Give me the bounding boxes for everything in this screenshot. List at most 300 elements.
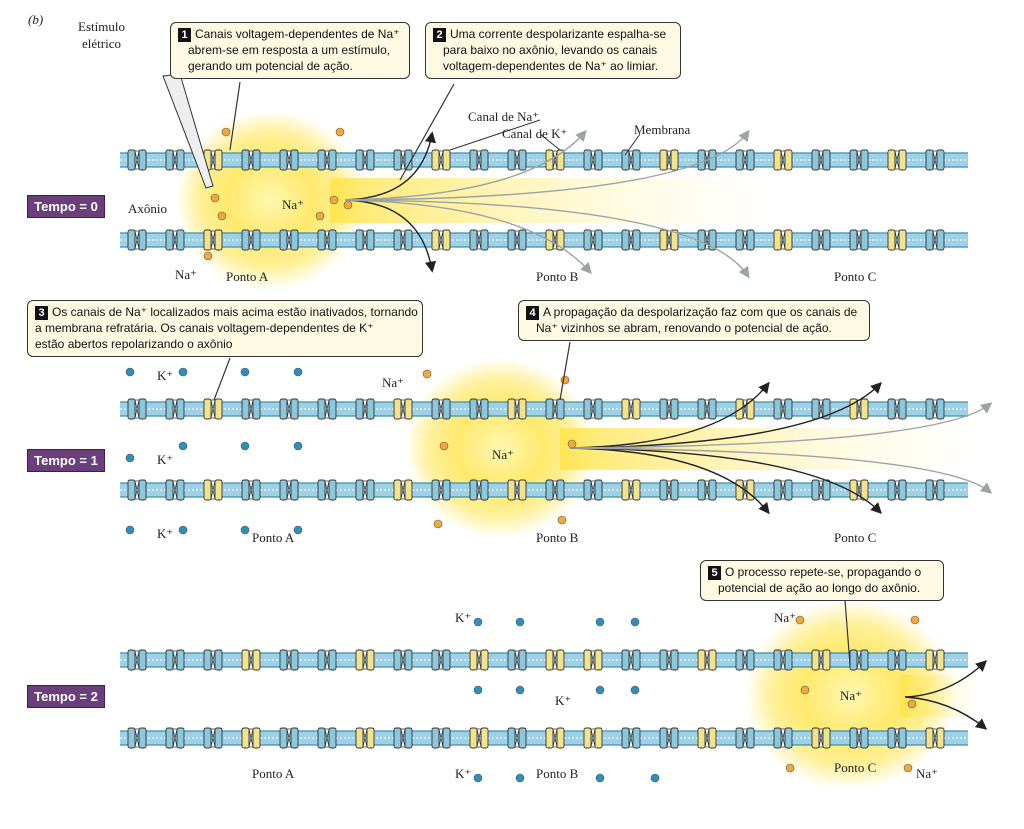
na-channel (812, 728, 830, 748)
channel-subunit (926, 650, 933, 670)
channel-subunit (861, 399, 868, 419)
channel-subunit (747, 230, 754, 250)
callout-text: O processo repete-se, propagando o (725, 565, 922, 579)
channel-subunit (622, 150, 629, 170)
callout-2 (425, 22, 681, 79)
k-channel (546, 480, 564, 500)
na-channel (242, 650, 260, 670)
channel-subunit (557, 399, 564, 419)
channel-subunit (774, 150, 781, 170)
callout-text: Uma corrente despolarizante espalha-se (450, 27, 667, 41)
channel-subunit (519, 728, 526, 748)
callout-line (708, 564, 936, 580)
channel-subunit (774, 399, 781, 419)
channel-subunit (318, 399, 325, 419)
k-channel (736, 650, 754, 670)
callout-line (433, 26, 673, 42)
stimulus-label-line: Estímulo (78, 19, 125, 34)
point-b-label: Ponto B (536, 530, 579, 545)
channel-subunit (823, 650, 830, 670)
channel-subunit (709, 650, 716, 670)
channel-subunit (557, 480, 564, 500)
channel-subunit (470, 650, 477, 670)
k-channel (736, 230, 754, 250)
k-channel (508, 728, 526, 748)
channel-subunit (139, 399, 146, 419)
channel-subunit (660, 150, 667, 170)
na-channel (242, 728, 260, 748)
channel-subunit (937, 150, 944, 170)
channel-subunit (139, 728, 146, 748)
callout-line: a membrana refratária. Os canais voltagem-dependentes de K⁺ (35, 321, 374, 335)
na-ion-label: Na⁺ (840, 688, 863, 703)
k-channel (166, 650, 184, 670)
k-channel (926, 480, 944, 500)
callout-1 (170, 22, 410, 79)
na-channel (888, 150, 906, 170)
channel-subunit (204, 728, 211, 748)
channel-subunit (937, 728, 944, 748)
channel-subunit (291, 150, 298, 170)
callout-5 (700, 560, 944, 601)
channel-subunit (405, 399, 412, 419)
channel-subunit (242, 230, 249, 250)
channel-subunit (899, 480, 906, 500)
na-channel (204, 480, 222, 500)
k-ion (179, 526, 187, 534)
channel-subunit (888, 230, 895, 250)
channel-subunit (595, 150, 602, 170)
channel-subunit (215, 230, 222, 250)
callout-line: gerando um potencial de ação. (188, 59, 353, 73)
na-channel (812, 650, 830, 670)
channel-subunit (481, 728, 488, 748)
channel-subunit (405, 650, 412, 670)
k-channel (470, 230, 488, 250)
na-channel (394, 480, 412, 500)
membrane-label: Membrana (634, 122, 691, 137)
channel-subunit (736, 728, 743, 748)
k-channel (698, 480, 716, 500)
channel-subunit (242, 728, 249, 748)
channel-subunit (394, 150, 401, 170)
na-channel (850, 399, 868, 419)
k-channel (280, 230, 298, 250)
channel-subunit (291, 480, 298, 500)
channel-subunit (709, 480, 716, 500)
na-ion (440, 442, 448, 450)
channel-subunit (888, 728, 895, 748)
channel-subunit (329, 230, 336, 250)
channel-subunit (785, 650, 792, 670)
na-channel (774, 230, 792, 250)
point-c-label: Ponto C (834, 760, 877, 775)
k-channel (470, 480, 488, 500)
k-ion (631, 618, 639, 626)
k-ion (596, 618, 604, 626)
channel-subunit (660, 650, 667, 670)
na-ion (344, 201, 352, 209)
channel-subunit (128, 230, 135, 250)
k-channel (280, 480, 298, 500)
channel-subunit (481, 650, 488, 670)
channel-subunit (850, 150, 857, 170)
channel-subunit (280, 399, 287, 419)
k-channel (128, 230, 146, 250)
channel-subunit (356, 230, 363, 250)
channel-subunit (367, 480, 374, 500)
na-channel (698, 728, 716, 748)
channel-subunit (736, 650, 743, 670)
channel-subunit (812, 728, 819, 748)
channel-subunit (367, 230, 374, 250)
na-channel (204, 399, 222, 419)
channel-subunit (747, 150, 754, 170)
channel-subunit (622, 728, 629, 748)
k-channel (128, 150, 146, 170)
channel-subunit (177, 399, 184, 419)
channel-subunit (671, 399, 678, 419)
channel-subunit (546, 399, 553, 419)
channel-subunit (329, 728, 336, 748)
k-channel (204, 728, 222, 748)
k-ion (179, 368, 187, 376)
callout-line: potencial de ação ao longo do axônio. (718, 581, 921, 595)
callout-text: Os canais de Na⁺ localizados mais acima estão inativados, tornando (52, 305, 418, 319)
k-channel (318, 399, 336, 419)
channel-subunit (280, 150, 287, 170)
k-channel (242, 230, 260, 250)
callout-line: voltagem-dependentes de Na⁺ ao limiar. (443, 59, 659, 73)
channel-subunit (443, 150, 450, 170)
na-channel (926, 650, 944, 670)
channel-subunit (139, 480, 146, 500)
k-ion (474, 686, 482, 694)
channel-subunit (177, 728, 184, 748)
k-channel (356, 230, 374, 250)
channel-subunit (508, 230, 515, 250)
k-channel (318, 650, 336, 670)
channel-subunit (443, 650, 450, 670)
channel-subunit (291, 650, 298, 670)
channel-subunit (519, 480, 526, 500)
na-ion (211, 194, 219, 202)
k-channel (622, 728, 640, 748)
k-channel (774, 399, 792, 419)
k-channel (774, 728, 792, 748)
channel-subunit (823, 728, 830, 748)
time-badge-0: Tempo = 0 (27, 195, 105, 218)
na-ion (330, 196, 338, 204)
channel-subunit (394, 399, 401, 419)
channel-subunit (367, 650, 374, 670)
channel-subunit (812, 480, 819, 500)
k-channel (850, 728, 868, 748)
channel-subunit (177, 150, 184, 170)
channel-subunit (215, 150, 222, 170)
na-ion (222, 128, 230, 136)
channel-subunit (394, 728, 401, 748)
channel-subunit (584, 150, 591, 170)
k-channel (850, 650, 868, 670)
channel-subunit (280, 728, 287, 748)
axon-label: Axônio (128, 201, 167, 216)
channel-subunit (899, 399, 906, 419)
channel-subunit (432, 480, 439, 500)
channel-subunit (584, 480, 591, 500)
k-channel (166, 480, 184, 500)
channel-subunit (774, 728, 781, 748)
k-ion (474, 774, 482, 782)
k-channel (128, 650, 146, 670)
channel-subunit (595, 230, 602, 250)
callout-line: estão abertos repolarizando o axônio (35, 337, 233, 351)
channel-subunit (139, 650, 146, 670)
channel-subunit (432, 650, 439, 670)
na-ion (561, 376, 569, 384)
channel-subunit (394, 230, 401, 250)
time-badge-1: Tempo = 1 (27, 449, 105, 472)
channel-subunit (405, 480, 412, 500)
k-channel (166, 230, 184, 250)
k-channel (166, 150, 184, 170)
k-channel (660, 650, 678, 670)
channel-subunit (671, 150, 678, 170)
k-channel (584, 230, 602, 250)
channel-subunit (329, 150, 336, 170)
k-ion (126, 368, 134, 376)
na-channel (888, 230, 906, 250)
channel-subunit (356, 399, 363, 419)
step-number: 3 (35, 306, 48, 320)
channel-subunit (242, 480, 249, 500)
channel-subunit (253, 650, 260, 670)
channel-subunit (861, 728, 868, 748)
callout-line: para baixo no axônio, levando os canais (443, 43, 658, 57)
channel-subunit (253, 150, 260, 170)
k-ion-label: K⁺ (157, 368, 174, 383)
channel-subunit (508, 480, 515, 500)
na-channel (394, 399, 412, 419)
na-ion (336, 128, 344, 136)
na-ion-label: Na⁺ (774, 610, 797, 625)
channel-subunit (166, 650, 173, 670)
channel-subunit (584, 399, 591, 419)
channel-subunit (215, 650, 222, 670)
na-channel (470, 728, 488, 748)
k-channel (926, 230, 944, 250)
na-channel (736, 399, 754, 419)
channel-subunit (557, 650, 564, 670)
channel-subunit (660, 480, 667, 500)
na-channel (622, 480, 640, 500)
channel-subunit (481, 399, 488, 419)
k-ion-label: K⁺ (157, 526, 174, 541)
na-channel (432, 150, 450, 170)
channel-subunit (546, 728, 553, 748)
k-channel (242, 399, 260, 419)
k-channel (280, 728, 298, 748)
channel-subunit (318, 480, 325, 500)
channel-subunit (291, 728, 298, 748)
channel-subunit (470, 230, 477, 250)
na-channel (698, 650, 716, 670)
channel-subunit (318, 650, 325, 670)
k-channel (470, 399, 488, 419)
na-channel (546, 650, 564, 670)
channel-subunit (709, 150, 716, 170)
na-channel (356, 650, 374, 670)
na-ion-label: Na⁺ (382, 375, 405, 390)
k-channel (242, 150, 260, 170)
na-ion (434, 520, 442, 528)
k-channel (736, 150, 754, 170)
k-ion-label: K⁺ (555, 693, 572, 708)
channel-subunit (899, 728, 906, 748)
channel-subunit (204, 230, 211, 250)
channel-subunit (595, 480, 602, 500)
channel-subunit (736, 230, 743, 250)
k-ion (596, 686, 604, 694)
channel-subunit (899, 150, 906, 170)
k-channel (394, 650, 412, 670)
callout-4 (518, 300, 870, 341)
channel-subunit (280, 650, 287, 670)
na-ion-label: Na⁺ (175, 267, 198, 282)
channel-subunit (128, 150, 135, 170)
channel-subunit (698, 399, 705, 419)
k-ion (241, 526, 249, 534)
channel-subunit (481, 150, 488, 170)
channel-subunit (470, 728, 477, 748)
channel-subunit (139, 230, 146, 250)
channel-subunit (888, 650, 895, 670)
channel-subunit (926, 150, 933, 170)
channel-subunit (166, 230, 173, 250)
channel-subunit (926, 230, 933, 250)
channel-subunit (508, 150, 515, 170)
k-channel (926, 399, 944, 419)
channel-subunit (584, 650, 591, 670)
channel-subunit (785, 150, 792, 170)
channel-subunit (850, 480, 857, 500)
k-channel (622, 650, 640, 670)
callout-pointer (214, 358, 230, 400)
channel-subunit (394, 480, 401, 500)
k-channel (546, 399, 564, 419)
k-channel (166, 728, 184, 748)
point-a-label: Ponto A (252, 766, 295, 781)
channel-subunit (432, 399, 439, 419)
na-channel (356, 728, 374, 748)
channel-subunit (242, 650, 249, 670)
channel-subunit (622, 399, 629, 419)
channel-subunit (812, 650, 819, 670)
na-ion (908, 700, 916, 708)
channel-subunit (367, 399, 374, 419)
channel-subunit (584, 728, 591, 748)
channel-subunit (546, 650, 553, 670)
k-channel (356, 150, 374, 170)
na-channel (204, 230, 222, 250)
step-number: 4 (526, 306, 539, 320)
k-channel (584, 150, 602, 170)
channel-subunit (204, 480, 211, 500)
channel-subunit (633, 480, 640, 500)
na-channel (926, 728, 944, 748)
channel-subunit (367, 728, 374, 748)
na-ion (796, 616, 804, 624)
point-b-label: Ponto B (536, 766, 579, 781)
na-ion (786, 764, 794, 772)
channel-subunit (166, 150, 173, 170)
k-ion (516, 686, 524, 694)
k-channel (432, 650, 450, 670)
channel-subunit (888, 480, 895, 500)
channel-subunit (177, 230, 184, 250)
k-ion (516, 618, 524, 626)
channel-subunit (443, 399, 450, 419)
channel-subunit (128, 650, 135, 670)
channel-subunit (367, 150, 374, 170)
k-channel (394, 728, 412, 748)
channel-subunit (481, 480, 488, 500)
channel-subunit (622, 230, 629, 250)
channel-subunit (519, 650, 526, 670)
channel-subunit (823, 150, 830, 170)
channel-subunit (508, 399, 515, 419)
channel-subunit (671, 650, 678, 670)
channel-subunit (215, 480, 222, 500)
k-channel (432, 728, 450, 748)
channel-subunit (926, 480, 933, 500)
na-channel (660, 150, 678, 170)
channel-subunit (546, 480, 553, 500)
channel-subunit (253, 480, 260, 500)
channel-subunit (508, 650, 515, 670)
channel-subunit (443, 230, 450, 250)
k-ion (516, 774, 524, 782)
channel-subunit (633, 728, 640, 748)
channel-subunit (215, 399, 222, 419)
callout-line (178, 26, 402, 42)
na-channel (508, 480, 526, 500)
channel-subunit (774, 230, 781, 250)
na-channel (546, 728, 564, 748)
k-channel (318, 230, 336, 250)
na-ion (568, 440, 576, 448)
channel-subunit (812, 399, 819, 419)
na-channel-label: Canal de Na⁺ (468, 109, 540, 124)
channel-subunit (709, 728, 716, 748)
k-channel (280, 650, 298, 670)
channel-subunit (405, 230, 412, 250)
k-ion (294, 442, 302, 450)
k-channel (128, 480, 146, 500)
channel-subunit (291, 399, 298, 419)
k-ion-label: K⁺ (157, 452, 174, 467)
channel-subunit (926, 399, 933, 419)
channel-subunit (937, 399, 944, 419)
channel-subunit (698, 480, 705, 500)
step-number: 5 (708, 566, 721, 580)
channel-subunit (861, 650, 868, 670)
k-ion (474, 618, 482, 626)
channel-subunit (128, 728, 135, 748)
channel-subunit (812, 150, 819, 170)
na-ion (801, 686, 809, 694)
callout-3 (27, 300, 423, 357)
